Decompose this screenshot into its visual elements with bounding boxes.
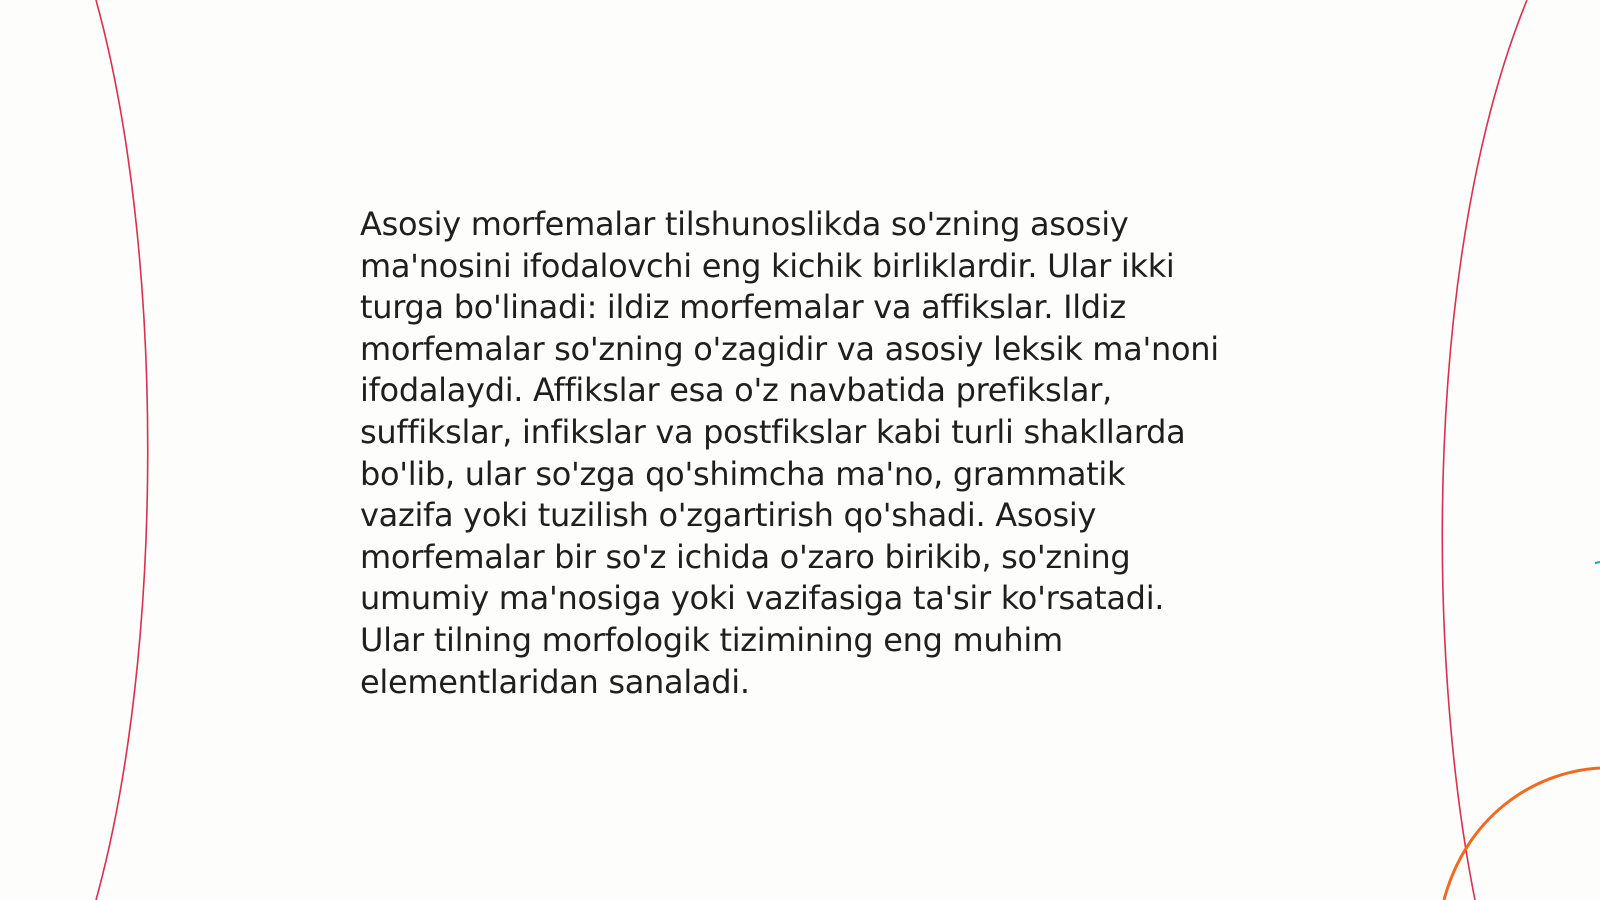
body-paragraph: Asosiy morfemalar tilshunoslikda so'zning asosiy ma'nosini ifodalovchi eng kichik birliklardir. Ular ikki turga bo'linadi: ildiz morfemalar va affikslar. Ildiz morfemalar so'zning o'zagidir va asosiy leksik ma'noni ifodalaydi. Affikslar esa o'z navbatida prefikslar, suffikslar, infikslar va postfikslar kabi turli shakllarda bo'lib, ular so'zga qo'shimcha ma'no, grammatik vazifa yoki tuzilish o'zgartirish qo'shadi. Asosiy morfemalar bir so'z ichida o'zaro birikib, so'zning umumiy ma'nosiga yoki vazifasiga ta'sir ko'rsatadi. Ular tilning morfologik tizimining eng muhim elementlaridan sanaladi. [360, 205, 1219, 701]
right-curve-line [1442, 0, 1527, 900]
orange-arc [1444, 768, 1600, 900]
left-curve-line [96, 0, 148, 900]
teal-accent-mark [1595, 562, 1600, 563]
